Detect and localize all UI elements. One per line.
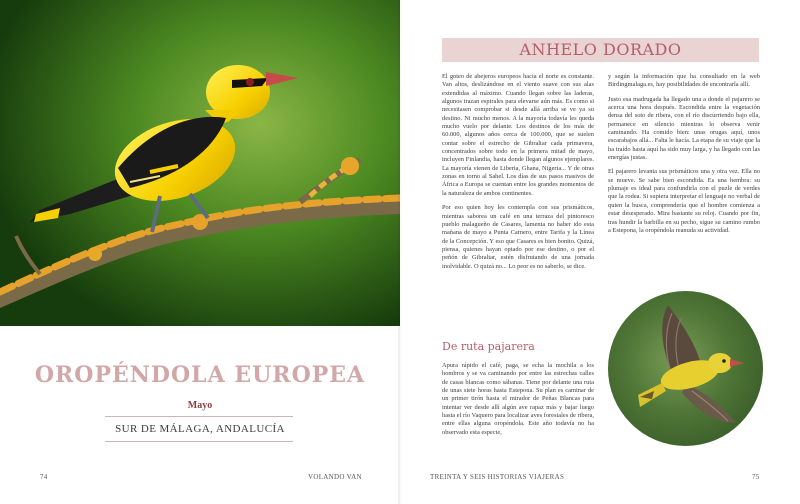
oriole-photo [0, 0, 400, 326]
page-number-right: 75 [752, 473, 760, 481]
paragraph: Apura rápido el café, paga, se echa la mochila a los hombros y se va caminando por entre las estrechas calles de casas blancas como sábanas. Tiene por delante una ruta de unas siete horas hasta Estepona. Su plan es caminar de un primer tirón hasta el mirador de Peñas Blancas para intentar ver desde allí algún ave rapaz más y bajar luego hasta el río Vaquero para localizar aves forestales de ribera, entre ellas alguna oropéndola. Este año todavía no ha observado esta especie, [442, 362, 594, 436]
divider-top [105, 416, 293, 417]
oriole-flight-photo [608, 291, 763, 446]
column-left-top [442, 73, 594, 277]
paragraph: Justo esa madrugada ha llegado una a donde el pajarero se acerca una hora después. Escondida entre la vegetación densa del soto de ribera, con el río discurriendo bajo ella, permanece en silencio mientras lo observa venir caminando. Ha comido bien: unas orugas aquí, unos escarabajos allá... Falta le hacía. La etapa de su viaje que la ha traído hasta aquí ha sido muy larga, y ha llegado con las energías justas. [608, 95, 760, 162]
location-label: SUR DE MÁLAGA, ANDALUCÍA [115, 423, 285, 435]
page-number-left: 74 [40, 473, 48, 481]
subheading: De ruta pajarera [442, 340, 535, 353]
month-label: Mayo [187, 400, 213, 411]
oriole-flying-illustration [608, 291, 763, 446]
paragraph: Por eso quien hoy les contempla con sus prismáticos, mientras saborea un café en una terraza del pintoresco pueblo malagueño de Casares, lamenta no haber ido esta mañana de mayo a Punta Carnero, entre Tarifa y la Línea de la Concepción. Y eso que Casares es bien bonito. Quizá, piensa, quienes hayan optado por ese destino, o por el peñón de Gibraltar, estén disfrutando de una jornada inolvidable. O quizá no... Lo peor es no saberlo, se dice. [442, 204, 594, 270]
paragraph: El pajarero levanta sus prismáticos una y otra vez. Ella no se mueve. Se sabe bien escondida. Es una hembra: su plumaje es ideal para confundirla con el puzle de verdes que la rodea. Si supiera interpretar el lenguaje no verbal de quien la busca, comprendería que el hombre comienza a estar desesperado. Mira bastante su reloj. Cuando por fin, tras hundir la barbilla en su pecho, sigue su camino rumbo a Estepona, la oropéndola reanuda su actividad. [608, 168, 760, 234]
paragraph: y según la información que ha consultado en la web Birdingmalaga.es, hay posibilidades de encontrarla allí. [608, 73, 760, 89]
divider-bottom [105, 441, 293, 442]
running-head-right: TREINTA Y SEIS HISTORIAS VIAJERAS [430, 473, 565, 481]
species-title: OROPÉNDOLA EUROPEA [34, 362, 366, 388]
oriole-perched-illustration [0, 0, 400, 326]
right-page [400, 0, 800, 504]
column-left-bottom [442, 362, 594, 443]
chapter-heading: ANHELO DORADO [442, 38, 759, 62]
running-head-left: VOLANDO VAN [308, 473, 362, 481]
column-right [608, 73, 760, 241]
paragraph: El goteo de abejeros europeos hacia el norte es constante. Van altos, deslizándose en el viento suave con sus alas extendidas al máximo. Cuando llegan sobre las laderas, algunos trazan espirales para elevarse aún más. Es como si necesitasen comprobar si desde allá arriba se ve ya su destino. Ni mucho menos. A la mayoría todavía les queda mucho vuelo por delante. Los destinos de los más de 60.000, algunos años cerca de 100.000, que se suelen contar sobre el estrecho de Gibraltar cada primavera, concentrados sobre todo en la primera mitad de mayo, incluyen Finlandia, hasta donde llegan algunos ejemplares. La mayoría vienen de Liberia, Ghana, Nigeria... Y de otras zonas en torno al Sahel. Los días de sus pasos masivos de África a Europa se cuentan entre los grandes momentos de la naturaleza de ambos continentes. [442, 73, 594, 197]
